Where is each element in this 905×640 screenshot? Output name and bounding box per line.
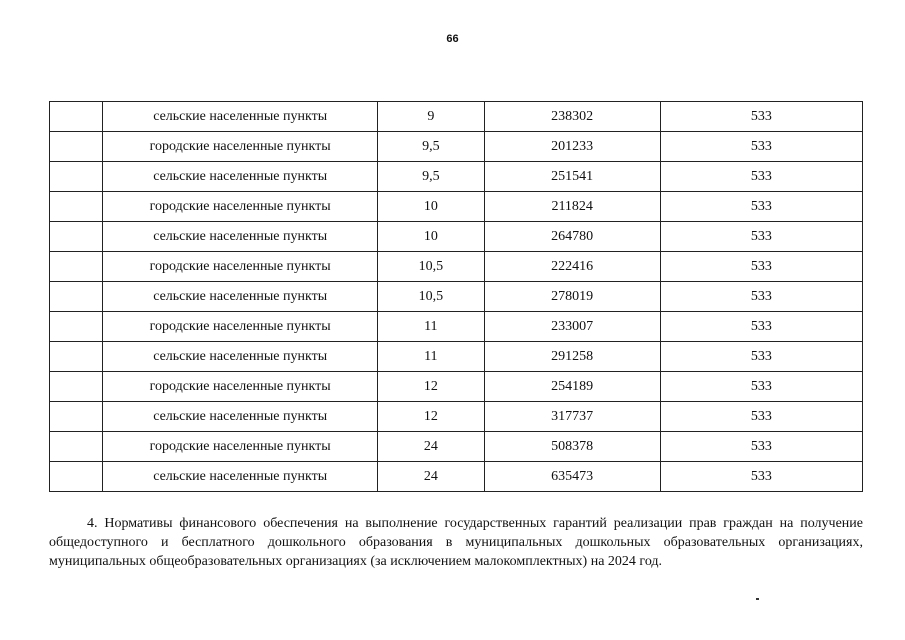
value-cell: 9,5 [378, 162, 485, 192]
extra-amount-cell: 533 [660, 402, 862, 432]
empty-cell [50, 162, 103, 192]
extra-amount-cell: 533 [660, 192, 862, 222]
table-row [50, 462, 863, 492]
page-number: 66 [446, 33, 459, 45]
empty-cell [50, 312, 103, 342]
amount-cell: 635473 [484, 462, 660, 492]
section-4-paragraph [49, 514, 863, 571]
value-cell: 10 [378, 192, 485, 222]
table-row [50, 372, 863, 402]
table-row [50, 162, 863, 192]
value-cell: 11 [378, 342, 485, 372]
table-row [50, 312, 863, 342]
empty-cell [50, 342, 103, 372]
value-cell: 24 [378, 432, 485, 462]
extra-amount-cell: 533 [660, 432, 862, 462]
table-row [50, 402, 863, 432]
empty-cell [50, 102, 103, 132]
empty-cell [50, 222, 103, 252]
extra-amount-cell: 533 [660, 462, 862, 492]
value-cell: 10 [378, 222, 485, 252]
norms-table [49, 101, 863, 492]
amount-cell: 317737 [484, 402, 660, 432]
amount-cell: 264780 [484, 222, 660, 252]
empty-cell [50, 402, 103, 432]
amount-cell: 238302 [484, 102, 660, 132]
empty-cell [50, 432, 103, 462]
table-row [50, 192, 863, 222]
table-row [50, 222, 863, 252]
amount-cell: 201233 [484, 132, 660, 162]
table-body [50, 102, 863, 492]
extra-amount-cell: 533 [660, 102, 862, 132]
empty-cell [50, 462, 103, 492]
settlement-type-cell: сельские населенные пункты [103, 402, 378, 432]
value-cell: 9 [378, 102, 485, 132]
amount-cell: 251541 [484, 162, 660, 192]
empty-cell [50, 282, 103, 312]
settlement-type-cell: сельские населенные пункты [103, 162, 378, 192]
amount-cell: 233007 [484, 312, 660, 342]
value-cell: 11 [378, 312, 485, 342]
value-cell: 12 [378, 372, 485, 402]
value-cell: 12 [378, 402, 485, 432]
settlement-type-cell: сельские населенные пункты [103, 102, 378, 132]
amount-cell: 508378 [484, 432, 660, 462]
table-row [50, 252, 863, 282]
value-cell: 24 [378, 462, 485, 492]
settlement-type-cell: сельские населенные пункты [103, 282, 378, 312]
extra-amount-cell: 533 [660, 222, 862, 252]
extra-amount-cell: 533 [660, 312, 862, 342]
extra-amount-cell: 533 [660, 132, 862, 162]
settlement-type-cell: сельские населенные пункты [103, 462, 378, 492]
settlement-type-cell: городские населенные пункты [103, 372, 378, 402]
empty-cell [50, 192, 103, 222]
extra-amount-cell: 533 [660, 282, 862, 312]
extra-amount-cell: 533 [660, 342, 862, 372]
value-cell: 9,5 [378, 132, 485, 162]
settlement-type-cell: сельские населенные пункты [103, 342, 378, 372]
settlement-type-cell: городские населенные пункты [103, 252, 378, 282]
table-row [50, 432, 863, 462]
table-row [50, 102, 863, 132]
amount-cell: 254189 [484, 372, 660, 402]
amount-cell: 278019 [484, 282, 660, 312]
settlement-type-cell: городские населенные пункты [103, 432, 378, 462]
table-row [50, 342, 863, 372]
extra-amount-cell: 533 [660, 372, 862, 402]
amount-cell: 222416 [484, 252, 660, 282]
amount-cell: 211824 [484, 192, 660, 222]
value-cell: 10,5 [378, 252, 485, 282]
paragraph-text: 4. Нормативы финансового обеспечения на выполнение государственных гарантий реализации прав граждан на получение общедоступного и бесплатного дошкольного образования в муниципальных дошкольных образовательных организациях, муниципальных общеобразовательных организациях (за исключением малокомплектных) на 2024 год. [49, 516, 863, 569]
value-cell: 10,5 [378, 282, 485, 312]
empty-cell [50, 372, 103, 402]
scan-speck [756, 598, 759, 600]
settlement-type-cell: сельские населенные пункты [103, 222, 378, 252]
settlement-type-cell: городские населенные пункты [103, 192, 378, 222]
settlement-type-cell: городские населенные пункты [103, 132, 378, 162]
extra-amount-cell: 533 [660, 252, 862, 282]
empty-cell [50, 252, 103, 282]
table-row [50, 132, 863, 162]
amount-cell: 291258 [484, 342, 660, 372]
table-row [50, 282, 863, 312]
empty-cell [50, 132, 103, 162]
extra-amount-cell: 533 [660, 162, 862, 192]
settlement-type-cell: городские населенные пункты [103, 312, 378, 342]
